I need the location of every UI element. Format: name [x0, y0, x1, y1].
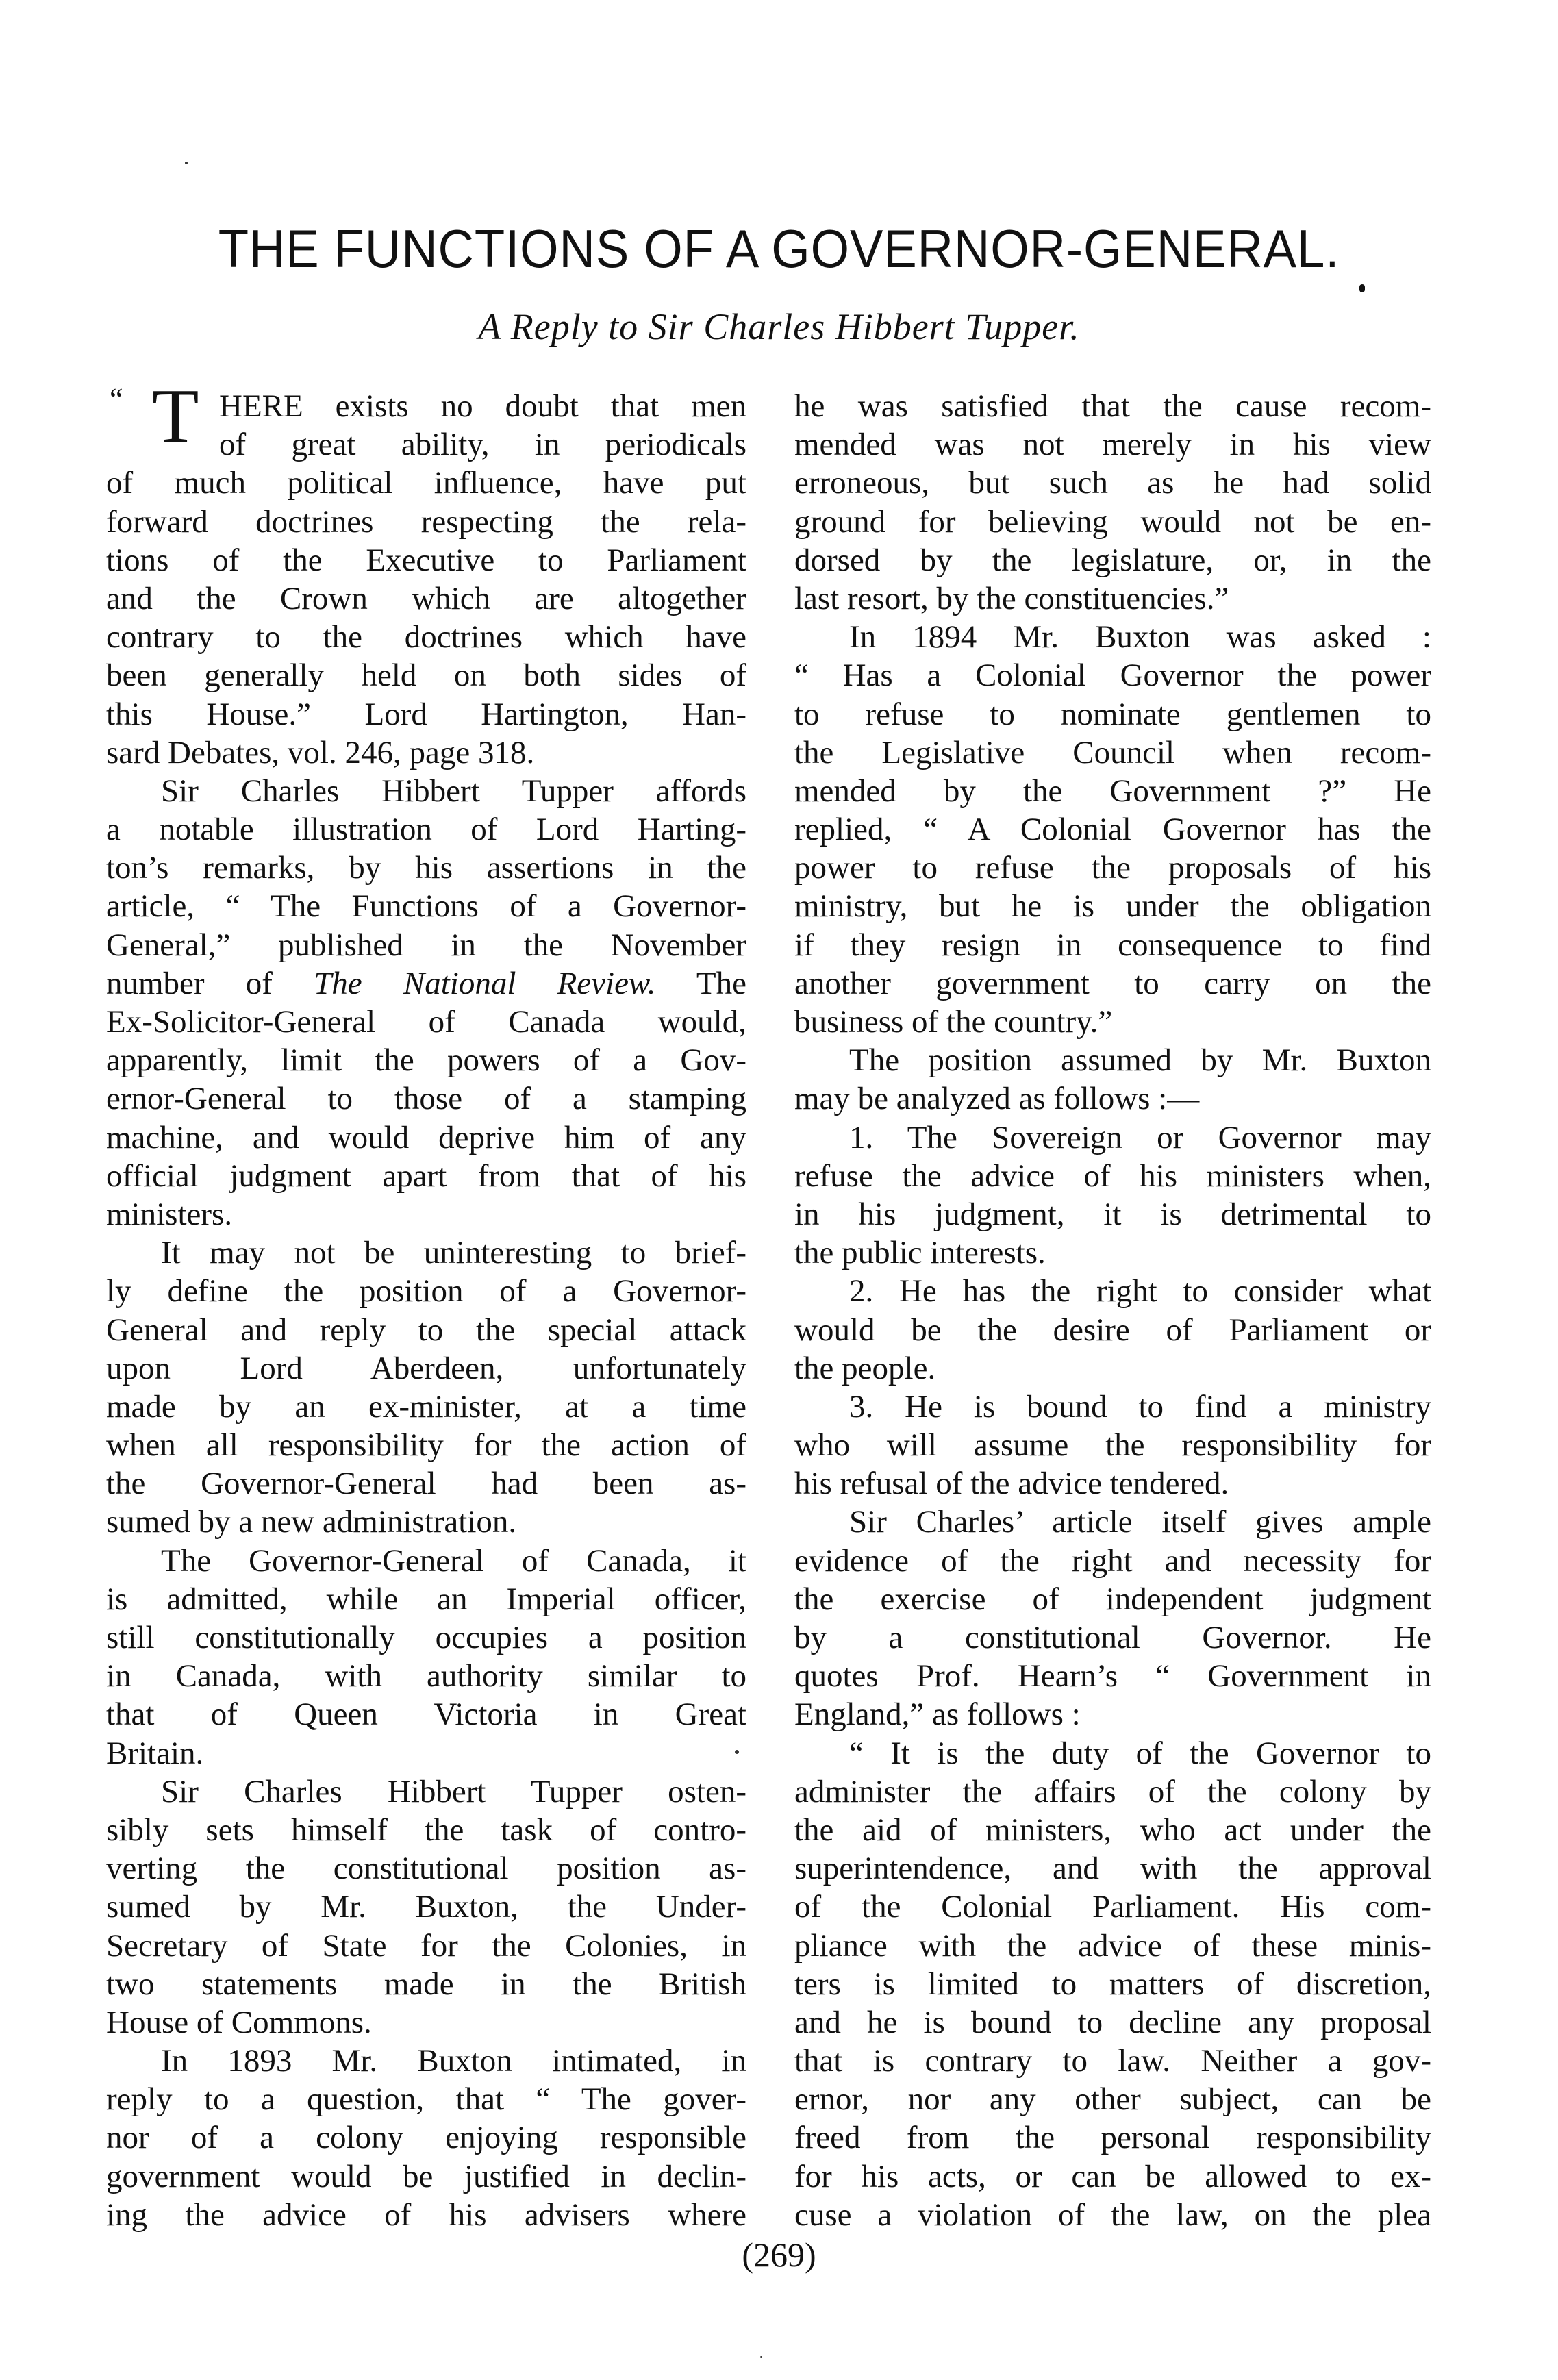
text-line: erroneous, but such as he had solid [794, 465, 1431, 501]
drop-cap-letter: T [152, 374, 199, 459]
text-line: last resort, by the constituencies.” [794, 580, 1229, 616]
right-column [794, 387, 1431, 2234]
quotation-line: cuse a violation of the law, on the plea [794, 2196, 1431, 2233]
text-line: power to refuse the proposals of his [794, 850, 1431, 886]
article-title: THE FUNCTIONS OF A GOVERNOR-GENERAL. [218, 218, 1340, 279]
text-line: would be the desire of Parliament or [794, 1312, 1431, 1348]
text-line: Sir Charles’ article itself gives ample [849, 1504, 1431, 1540]
quotation-line: and he is bound to decline any proposal [794, 2004, 1431, 2040]
text-line: business of the country.” [794, 1004, 1113, 1040]
text-line: a notable illustration of Lord Harting- [106, 812, 746, 848]
text-line: of much political influence, have put [106, 465, 746, 501]
opening-quote: “ [110, 382, 123, 416]
text-line: contrary to the doctrines which have [106, 619, 746, 655]
text-line: if they resign in consequence to find [794, 927, 1431, 963]
text-line: in Canada, with authority similar to [106, 1658, 746, 1694]
text-line: apparently, limit the powers of a Gov- [106, 1042, 746, 1079]
quotation-line: of the Colonial Parliament. His com- [794, 1889, 1431, 1925]
text-line: article, “ The Functions of a Governor- [106, 888, 746, 925]
list-item-3: 3. He is bound to find a ministry [849, 1388, 1431, 1425]
text-line: ministry, but he is under the obligation [794, 888, 1431, 925]
text-line: who will assume the responsibility for [794, 1427, 1431, 1464]
quotation-line: administer the affairs of the colony by [794, 1773, 1431, 1809]
text-line: Britain. [106, 1735, 204, 1771]
text-line: is admitted, while an Imperial officer, [106, 1581, 746, 1617]
text-line: made by an ex-minister, at a time [106, 1388, 746, 1425]
text-line: evidence of the right and necessity for [794, 1542, 1431, 1579]
left-column [106, 387, 746, 2234]
text-line: refuse the advice of his ministers when, [794, 1157, 1431, 1194]
quotation-line: pliance with the advice of these minis- [794, 1927, 1431, 1964]
text-line: England,” as follows : [794, 1696, 1081, 1733]
article-subtitle: A Reply to Sir Charles Hibbert Tupper. [478, 306, 1080, 347]
text-line: he was satisfied that the cause recom- [794, 388, 1431, 424]
text-line: official judgment apart from that of his [106, 1157, 746, 1194]
text-line: In 1894 Mr. Buxton was asked : [849, 619, 1431, 655]
text-line: sumed by a new administration. [106, 1504, 517, 1540]
text-line: quotes Prof. Hearn’s “ Government in [794, 1658, 1431, 1694]
text-line: ing the advice of his advisers where [106, 2196, 746, 2233]
text-line: forward doctrines respecting the rela- [106, 503, 746, 540]
text-line: mended was not merely in his view [794, 427, 1431, 463]
text-line: The position assumed by Mr. Buxton [849, 1042, 1431, 1079]
quotation-line: that is contrary to law. Neither a gov- [794, 2043, 1431, 2079]
text-line: mended by the Government ?” He [794, 773, 1431, 809]
text-line: ly define the position of a Governor- [106, 1273, 746, 1310]
text-line: General and reply to the special attack [106, 1312, 746, 1348]
text-line: his refusal of the advice tendered. [794, 1466, 1229, 1502]
quotation-line: ernor, nor any other subject, can be [794, 2081, 1431, 2118]
text-line: been generally held on both sides of [106, 657, 746, 694]
text-line: reply to a question, that “ The gover- [106, 2081, 746, 2118]
quotation-line: the aid of ministers, who act under the [794, 1812, 1431, 1848]
list-item-2: 2. He has the right to consider what [849, 1273, 1431, 1310]
text-line: replied, “ A Colonial Governor has the [794, 812, 1431, 848]
text-fragment: number of [106, 965, 314, 1001]
text-line: ground for believing would not be en- [794, 503, 1431, 540]
text-line: HERE exists no doubt that men [219, 388, 746, 424]
text-line: machine, and would deprive him of any [106, 1119, 746, 1155]
text-line: sibly sets himself the task of contro- [106, 1812, 746, 1848]
text-line: House of Commons. [106, 2004, 372, 2040]
text-line: Sir Charles Hibbert Tupper affords [161, 773, 746, 809]
text-line: the Governor-General had been as- [106, 1466, 746, 1502]
text-line: tions of the Executive to Parliament [106, 542, 746, 578]
review-title: The National Review. [314, 965, 656, 1001]
text-line: ernor-General to those of a stamping [106, 1081, 746, 1117]
text-line: by a constitutional Governor. He [794, 1620, 1431, 1655]
text-line: Secretary of State for the Colonies, in [106, 1927, 746, 1964]
text-line: upon Lord Aberdeen, unfortunately [106, 1350, 746, 1386]
text-line: General,” published in the November [106, 927, 746, 963]
text-line: the exercise of independent judgment [794, 1581, 1431, 1617]
text-line: sumed by Mr. Buxton, the Under- [106, 1889, 746, 1925]
quotation-line: superintendence, and with the approval [794, 1851, 1431, 1887]
print-speck [735, 1750, 739, 1754]
text-line: to refuse to nominate gentlemen to [794, 696, 1431, 732]
print-speck [1359, 284, 1365, 292]
text-line: the public interests. [794, 1235, 1046, 1271]
text-line: Ex-Solicitor-General of Canada would, [106, 1004, 746, 1040]
page-number: (269) [742, 2235, 816, 2274]
print-speck [185, 162, 188, 164]
text-line: the Legislative Council when recom- [794, 734, 1431, 771]
text-line: In 1893 Mr. Buxton intimated, in [161, 2043, 746, 2079]
text-line: government would be justified in declin- [106, 2158, 746, 2194]
quotation-line: ters is limited to matters of discretion, [794, 1966, 1431, 2002]
quotation-line: for his acts, or can be allowed to ex- [794, 2158, 1431, 2194]
text-line: the people. [794, 1350, 936, 1386]
quotation-line: “ It is the duty of the Governor to [849, 1735, 1431, 1771]
quotation-line: freed from the personal responsibility [794, 2120, 1431, 2156]
text-line-with-review-title [106, 964, 746, 1003]
text-line: still constitutionally occupies a position [106, 1620, 746, 1655]
print-speck [760, 2356, 762, 2358]
text-line: Sir Charles Hibbert Tupper osten- [161, 1773, 746, 1809]
text-line: sard Debates, vol. 246, page 318. [106, 734, 535, 771]
text-line: The Governor-General of Canada, it [161, 1542, 746, 1579]
list-item-1: 1. The Sovereign or Governor may [849, 1119, 1431, 1155]
text-fragment: The [696, 965, 746, 1001]
text-line: of great ability, in periodicals [219, 427, 746, 463]
text-line: in his judgment, it is detrimental to [794, 1196, 1431, 1232]
text-line: when all responsibility for the action of [106, 1427, 746, 1464]
text-line: another government to carry on the [794, 965, 1431, 1001]
text-line: may be analyzed as follows :— [794, 1081, 1200, 1117]
text-line: ministers. [106, 1196, 233, 1232]
text-line: two statements made in the British [106, 1966, 746, 2002]
text-line: “ Has a Colonial Governor the power [794, 657, 1431, 694]
text-line: dorsed by the legislature, or, in the [794, 542, 1431, 578]
text-line: this House.” Lord Hartington, Han- [106, 696, 746, 732]
text-line: nor of a colony enjoying responsible [106, 2120, 746, 2156]
text-line: ton’s remarks, by his assertions in the [106, 850, 746, 886]
text-line: that of Queen Victoria in Great [106, 1696, 746, 1733]
text-line: It may not be uninteresting to brief- [161, 1235, 746, 1271]
text-line: verting the constitutional position as- [106, 1851, 746, 1887]
text-line: and the Crown which are altogether [106, 580, 746, 616]
